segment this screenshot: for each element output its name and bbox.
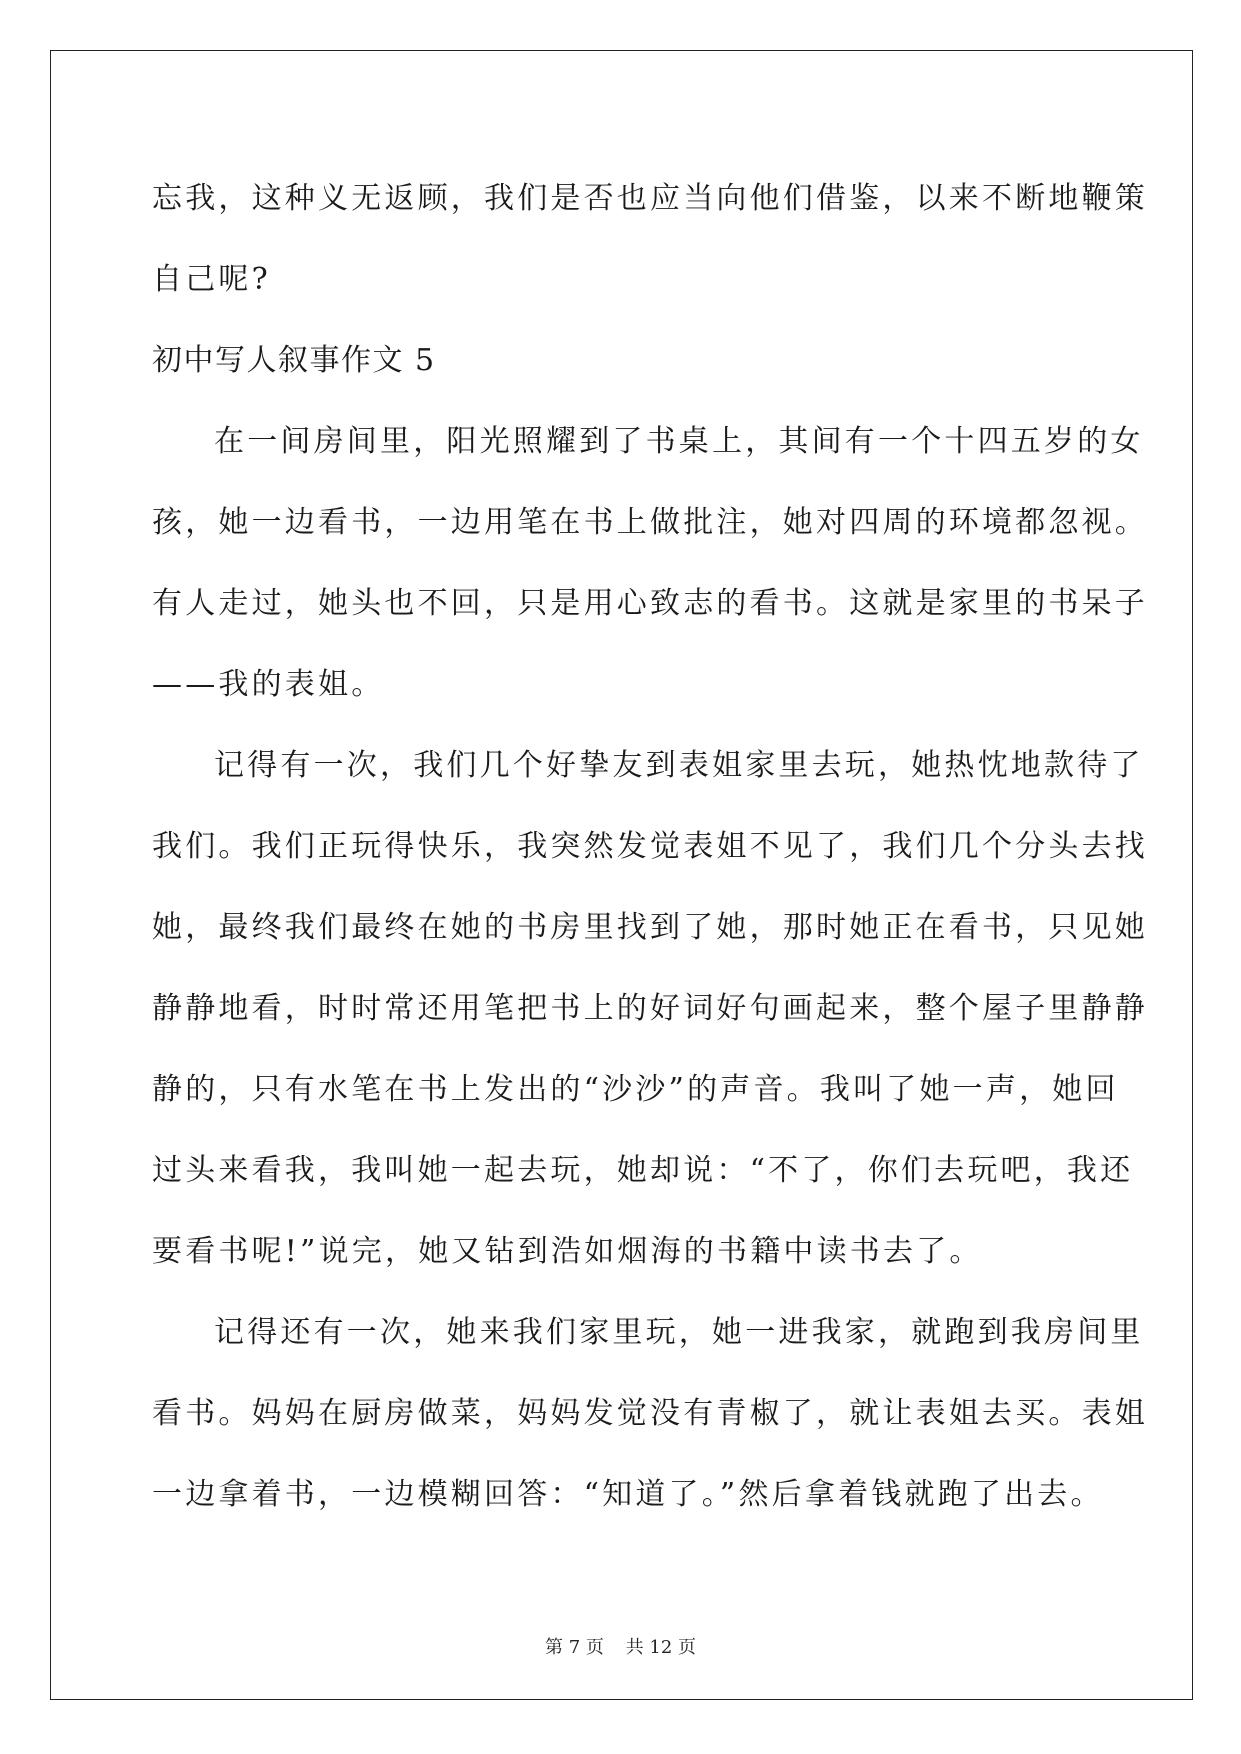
document-body	[152, 158, 1148, 1535]
paragraph-first-line: 记得还有一次，她来我们家里玩，她一进我家，就跑到我房间里	[214, 1315, 1144, 1350]
text-line: 她，最终我们最终在她的书房里找到了她，那时她正在看书，只见她	[152, 910, 1148, 945]
paragraph-first-line: 记得有一次，我们几个好挚友到表姐家里去玩，她热忱地款待了	[214, 748, 1144, 783]
section-title: 初中写人叙事作文 5	[152, 343, 436, 378]
text-line: 要看书呢!”说完，她又钻到浩如烟海的书籍中读书去了。	[152, 1234, 983, 1269]
text-line: 静静地看，时时常还用笔把书上的好词好句画起来，整个屋子里静静	[152, 991, 1148, 1026]
text-line: 看书。妈妈在厨房做菜，妈妈发觉没有青椒了，就让表姐去买。表姐	[152, 1396, 1148, 1431]
text-line: 有人走过，她头也不回，只是用心致志的看书。这就是家里的书呆子	[152, 586, 1148, 621]
text-line: 一边拿着书，一边模糊回答：“知道了。”然后拿着钱就跑了出去。	[152, 1477, 1104, 1512]
text-line: 孩，她一边看书，一边用笔在书上做批注，她对四周的环境都忽视。	[152, 505, 1148, 540]
paragraph-first-line: 在一间房间里，阳光照耀到了书桌上，其间有一个十四五岁的女	[214, 424, 1144, 459]
text-line: 过头来看我，我叫她一起去玩，她却说：“不了，你们去玩吧，我还	[152, 1153, 1134, 1188]
text-line: ——我的表姐。	[152, 667, 385, 702]
page-number-current: 第 7 页	[545, 1637, 604, 1658]
text-line: 我们。我们正玩得快乐，我突然发觉表姐不见了，我们几个分头去找	[152, 829, 1148, 864]
text-line: 忘我，这种义无返顾，我们是否也应当向他们借鉴，以来不断地鞭策	[152, 181, 1148, 216]
page-number-total: 共 12 页	[625, 1637, 696, 1658]
text-line: 静的，只有水笔在书上发出的“沙沙”的声音。我叫了她一声，她回	[152, 1072, 1119, 1107]
text-line: 自己呢?	[152, 262, 271, 297]
page-footer	[0, 1633, 1241, 1659]
